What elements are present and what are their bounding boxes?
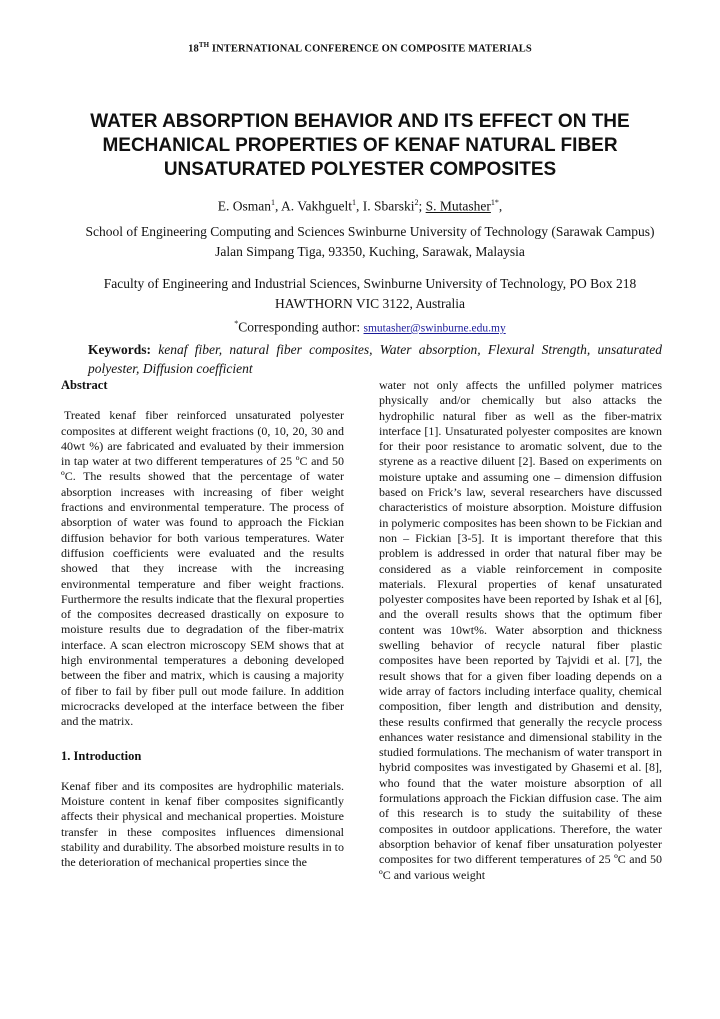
right-column xyxy=(379,378,662,883)
abstract-body: Treated kenaf fiber reinforced unsaturated polyester composites at different weight fractions (0, 10, 20, 30 and 40wt %) are fabricated and evaluated by their immersion in tap water at two different temperatures of 25 ºC and 50 ºC. The results showed that the percentage of water absorption increases with increasing of fiber weight fractions and environmental temperature. The process of absorption of water was found to approach the Fickian diffusion behavior for both various temperatures. Water diffusion coefficients were evaluated and the results showed that they increase with the increasing environmental temperature and fiber weight fractions. Furthermore the results indicate that the flexural properties of the composites decreased drastically on exposure to moisture results due to degradation of the fiber-matrix interface. A scan electron microscopy SEM shows that at high environmental temperatures a deboning developed between the fiber and matrix, which is causing a majority of fiber to fail by fiber pull out mode failure. In addition microcracks developed at the interface between the fiber and the matrix. xyxy=(61,408,344,729)
introduction-body-left: Kenaf fiber and its composites are hydrophilic materials. Moisture content in kenaf fiber composites significantly affects their physical and mechanical properties. Moisture transfer in these composites influences dimensional stability and durability. The absorbed moisture results in to the deterioration of mechanical properties since the xyxy=(61,778,344,870)
corresponding-email-link[interactable]: smutasher@swinburne.edu.my xyxy=(363,322,506,335)
affiliation-1: School of Engineering Computing and Sciences Swinburne University of Technology (Sarawak Campus) Jalan Simpang Tiga, 93350, Kuching, Sarawak, Malaysia xyxy=(85,224,655,259)
author-list: E. Osman$^1$, A. Vakhguelt$^1$, I. Sbarski$^2$; S. Mutasher$^{1*}$, xyxy=(217,198,503,214)
running-head: 18TH INTERNATIONAL CONFERENCE ON COMPOSITE MATERIALS xyxy=(188,41,532,55)
introduction-body-right: water not only affects the unfilled polymer matrices physically and/or chemically but also attacks the hydrophilic natural fiber as well as the fiber-matrix interface [1]. Unsaturated polyester composites are known for their poor resistance to aromatic solvent, due to the styrene as a reactive diluent [2]. Based on experiments on moisture uptake and assuming one – dimension diffusion based on Frick’s law, several researchers have discussed characteristics of moisture absorption. Moisture diffusion in polymeric composites has been shown to be Fickian and non – Fickian [3-5]. It is important therefore that this problem is addressed in order that natural fiber may be considered as a viable reinforcement in composite materials. Flexural properties of kenaf unsaturated polyester composites have been reported by Ishak et al [6], and the overall results shows that the optimum fiber content was 10wt%. Water absorption and thickness swelling behavior of recycle natural fiber plastic composites have been reported by Tajvidi et al. [7], the result shows that for a given fiber loading depends on a wide array of factors including interface quality, chemical composition, fiber length and distribution and density, these results confirmed that generally the recycle process enhances water resistance and dimensional stability in the studied formulations. The mechanism of water transport in hybrid composites was investigated by Ghasemi et al. [8], who found that the water moisture absorption of all formulations approach the Fickian diffusion case. The aim of this research is to study the suitability of these composites in outdoor applications. Therefore, the water absorption behavior of kenaf fiber unsaturation polyester composites for two different temperatures of 25 ºC and 50 ºC and various weight xyxy=(379,378,662,882)
affiliation-2: Faculty of Engineering and Industrial Sciences, Swinburne University of Technology, PO Box 218 HAWTHORN VIC 3122, Australia *Corresponding author: smutasher@swinburne.edu.my xyxy=(103,276,637,335)
keywords: Keywords: kenaf fiber, natural fiber composites, Water absorption, Flexural Strength, unsaturated polyester, Diffusion coefficient xyxy=(88,342,662,376)
abstract-heading: Abstract xyxy=(61,378,108,392)
paper-title: WATER ABSORPTION BEHAVIOR AND ITS EFFECT ON THE MECHANICAL PROPERTIES OF KENAF NATURAL FIBER UNSATURATED POLYESTER COMPOSITES xyxy=(90,111,630,180)
introduction-heading: 1. Introduction xyxy=(61,748,142,763)
left-column xyxy=(61,378,344,871)
